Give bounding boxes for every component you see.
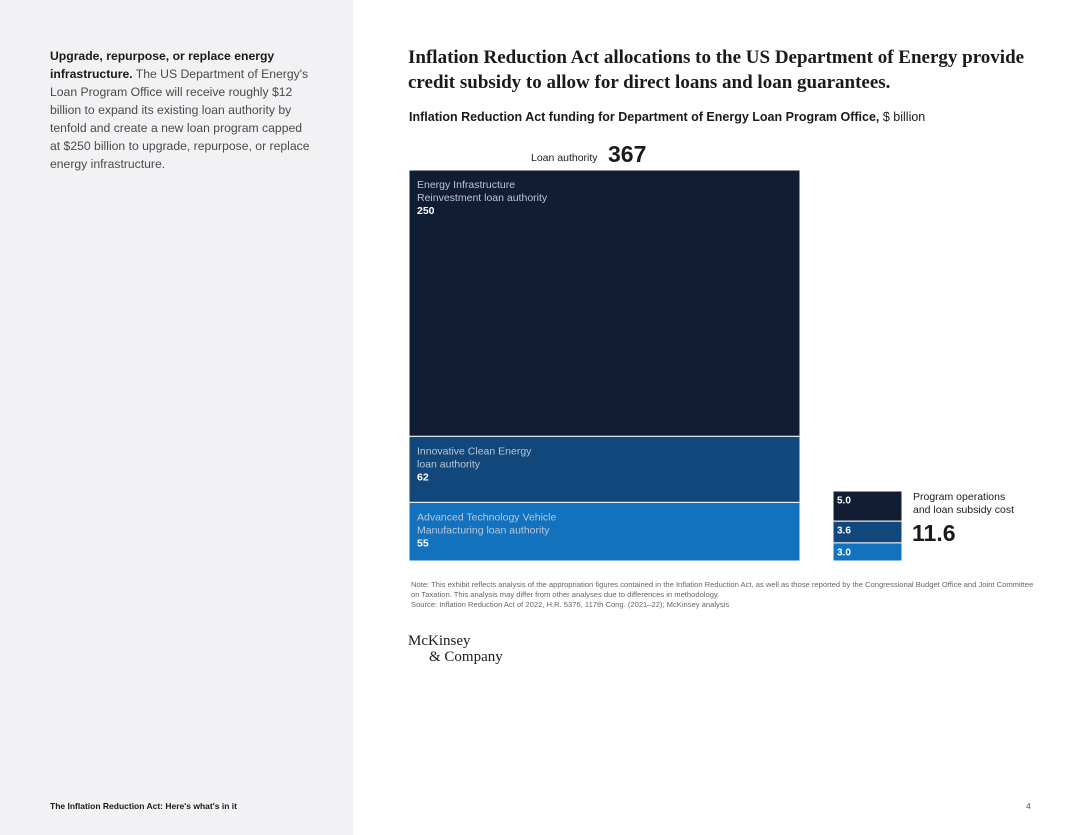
program-ops-value-1: 5.0 <box>837 495 851 507</box>
segment-label-3-line-2: Manufacturing loan authority <box>417 524 550 537</box>
segment-value-1: 250 <box>417 205 435 217</box>
segment-label-1-line-2: Reinvestment loan authority <box>417 192 548 204</box>
segment-value-2: 62 <box>417 471 429 484</box>
chart-subtitle-bold: Inflation Reduction Act funding for Department of Energy Loan Program Office, <box>409 110 880 124</box>
program-ops-value-2: 3.6 <box>837 525 851 537</box>
chart-note <box>411 580 1036 610</box>
chart-subtitle-unit: $ billion <box>879 110 926 124</box>
logo-line-1: McKinsey <box>408 633 471 649</box>
loan-authority-total-label: Loan authority <box>531 152 598 164</box>
page-number: 4 <box>1026 801 1031 811</box>
page-title: Inflation Reduction Act allocations to the US Department of Energy provide credit subsidy to allow for direct loans and loan guarantees. <box>408 47 1025 93</box>
program-ops-label-line-2: and loan subsidy cost <box>913 504 1014 516</box>
loan-authority-segment-1 <box>409 170 800 436</box>
program-ops-value-3: 3.0 <box>837 547 851 559</box>
segment-value-3: 55 <box>417 537 429 550</box>
segment-label-1-line-1: Energy Infrastructure <box>417 179 516 191</box>
segment-label-3-line-1: Advanced Technology Vehicle <box>417 511 557 524</box>
program-ops-total-value: 11.6 <box>912 520 956 546</box>
segment-label-2-line-2: loan authority <box>417 458 481 471</box>
sidebar-lead: Upgrade, repurpose, or replace energy infrastructure. <box>50 49 275 81</box>
logo-line-2: & Company <box>429 649 503 665</box>
program-ops-label-line-1: Program operations <box>913 491 1006 503</box>
footer-title: The Inflation Reduction Act: Here's what's in it <box>50 801 237 811</box>
note-text: Note: This exhibit reflects analysis of the appropriation figures contained in the Inflation Reduction Act, as well as those reported by the Congressional Budget Office and Joint Committee on Taxation. This analysis may differ from other analyses due to differences in methodology. <box>411 580 1034 599</box>
source-text: Source: Inflation Reduction Act of 2022, H.R. 5376, 117th Cong. (2021–22); McKinsey analysis <box>411 600 730 609</box>
segment-label-2-line-1: Innovative Clean Energy <box>417 445 532 458</box>
sidebar-body: The US Department of Energy's Loan Program Office will receive roughly $12 billion to expand its existing loan authority by tenfold and create a new loan program capped at $250 billion to upgrade, repurpose, or replace energy infrastructure. <box>50 67 310 171</box>
loan-authority-total-value: 367 <box>608 141 647 167</box>
mckinsey-logo <box>408 633 503 665</box>
